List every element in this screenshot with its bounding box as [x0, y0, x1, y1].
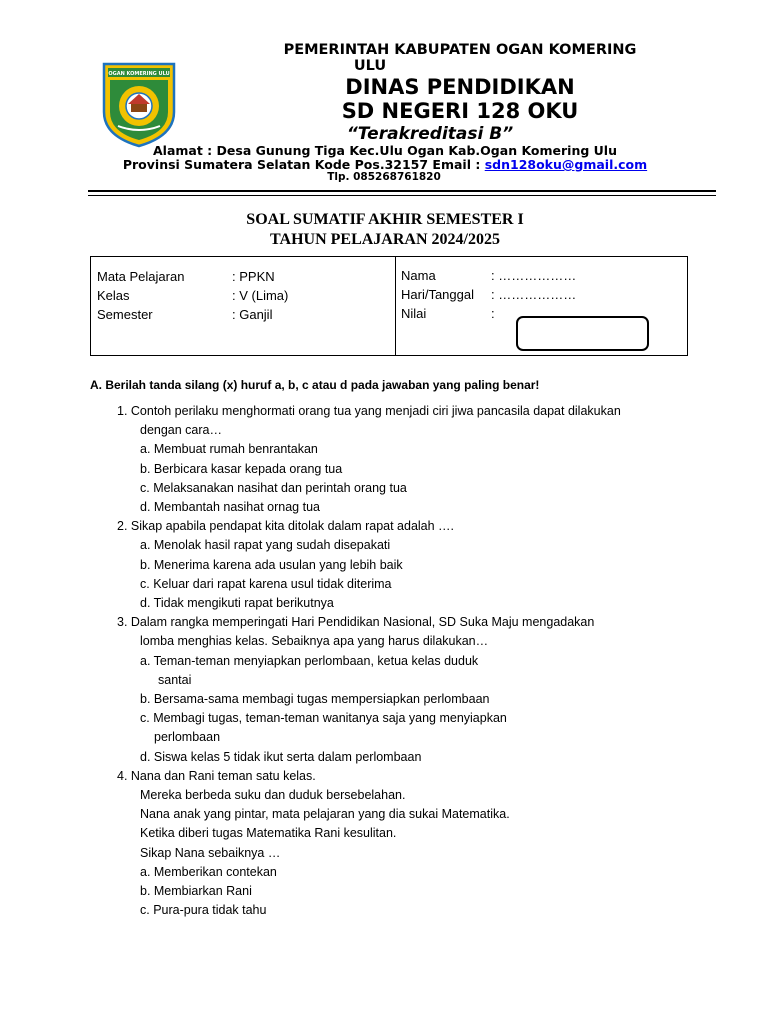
exam-title: SOAL SUMATIF AKHIR SEMESTER I [246, 211, 524, 228]
question-line: lomba menghias kelas. Sebaiknya apa yang harus dilakukan… [140, 634, 489, 649]
question-line: dengan cara… [140, 423, 223, 438]
header-divider-thin [88, 195, 716, 196]
header-line-dinas: DINAS PENDIDIKAN [345, 75, 575, 99]
question-line: d. Membantah nasihat ornag tua [140, 500, 320, 514]
province-postcode-text: Provinsi Sumatera Selatan Kode Pos.32157 Email : [122, 157, 485, 172]
info-label-date: Hari/Tanggal [401, 287, 474, 302]
info-value-subject: : PPKN [232, 269, 275, 284]
school-logo [100, 60, 178, 148]
info-value-class: : V (Lima) [232, 288, 289, 303]
question-line: b. Membiarkan Rani [140, 884, 252, 898]
section-instruction: A. Berilah tanda silang (x) huruf a, b, c atau d pada jawaban yang paling benar! [90, 378, 540, 392]
question-line: santai [158, 672, 192, 687]
exam-year: TAHUN PELAJARAN 2024/2025 [270, 231, 500, 248]
score-box[interactable] [516, 316, 649, 351]
info-value-date[interactable]: : ……………… [491, 287, 577, 302]
info-label-semester: Semester [97, 307, 153, 322]
question-line: a. Menolak hasil rapat yang sudah disepakati [140, 538, 391, 553]
question-line: Sikap Nana sebaiknya … [140, 845, 281, 860]
question-line: d. Siswa kelas 5 tidak ikut serta dalam perlombaan [140, 749, 422, 764]
header-address-line2 [80, 157, 690, 172]
info-label-subject: Mata Pelajaran [97, 269, 185, 284]
header-line-government: PEMERINTAH KABUPATEN OGAN KOMERING [283, 42, 637, 58]
question-line: c. Pura-pura tidak tahu [140, 903, 267, 918]
header-line-government-cont: ULU [353, 58, 387, 74]
question-line: c. Membagi tugas, teman-teman wanitanya saja yang menyiapkan [140, 711, 507, 726]
email-link[interactable]: sdn128oku@gmail.com [484, 157, 648, 172]
question-line: b. Berbicara kasar kepada orang tua [140, 461, 343, 476]
info-box-divider [395, 256, 396, 356]
question-line: a. Memberikan contekan [140, 864, 277, 879]
question-line: d. Tidak mengikuti rapat berikutnya [140, 596, 334, 610]
question-line: Mereka berbeda suku dan duduk bersebelahan. [140, 788, 406, 802]
question-item: 2. Sikap apabila pendapat kita ditolak dalam rapat adalah …. [117, 519, 455, 534]
header-address: Alamat : Desa Gunung Tiga Kec.Ulu Ogan Kab.Ogan Komering Ulu [153, 143, 617, 158]
question-line: a. Teman-teman menyiapkan perlombaan, ketua kelas duduk [140, 653, 479, 668]
header-line-school: SD NEGERI 128 OKU [341, 99, 579, 123]
question-item: 1. Contoh perilaku menghormati orang tua yang menjadi ciri jiwa pancasila dapat dilakukan [117, 404, 621, 418]
question-line: b. Menerima karena ada usulan yang lebih baik [140, 557, 403, 572]
info-value-name[interactable]: : ……………… [491, 268, 577, 283]
info-label-score: Nilai [401, 306, 427, 321]
info-value-score: : [491, 306, 495, 321]
question-item: 4. Nana dan Rani teman satu kelas. [117, 768, 316, 783]
logo-emblem-text: OGAN KOMERING ULU [108, 71, 170, 77]
header-phone: Tlp. 085268761820 [327, 171, 441, 183]
info-label-class: Kelas [97, 288, 130, 303]
question-line: perlombaan [154, 730, 221, 745]
question-line: c. Keluar dari rapat karena usul tidak diterima [140, 576, 392, 591]
question-line: Nana anak yang pintar, mata pelajaran yang dia sukai Matematika. [140, 807, 510, 822]
question-item: 3. Dalam rangka memperingati Hari Pendidikan Nasional, SD Suka Maju mengadakan [117, 615, 595, 630]
question-line: b. Bersama-sama membagi tugas mempersiapkan perlombaan [140, 692, 490, 706]
info-label-name: Nama [401, 268, 436, 283]
question-line: c. Melaksanakan nasihat dan perintah orang tua [140, 480, 407, 495]
info-value-semester: : Ganjil [232, 307, 273, 322]
header-accreditation: “Terakreditasi B” [346, 124, 514, 144]
question-line: a. Membuat rumah benrantakan [140, 442, 318, 457]
question-line: Ketika diberi tugas Matematika Rani kesulitan. [140, 826, 397, 841]
header-divider-thick [88, 190, 716, 192]
